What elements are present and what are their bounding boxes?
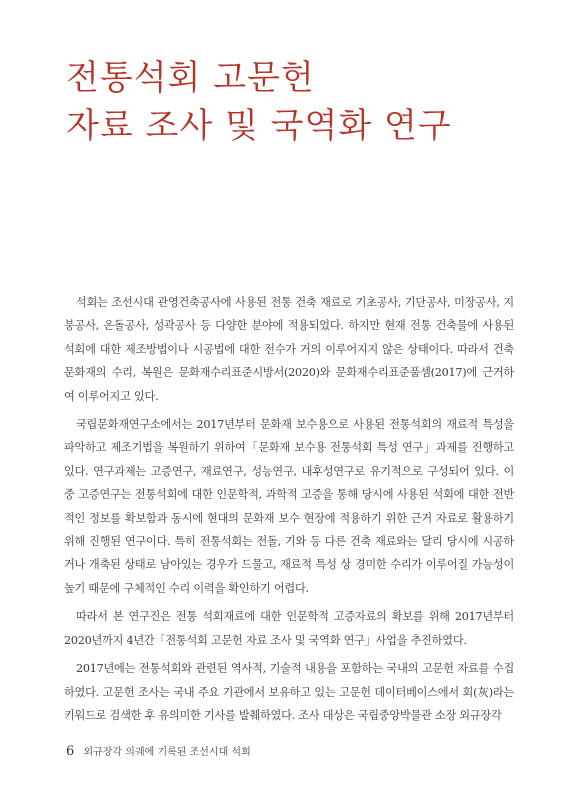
body-text <box>64 291 514 732</box>
paragraph-2: 국립문화재연구소에서는 2017년부터 문화재 보수용으로 사용된 전통석회의 재료적 특성을 파악하고 제조기법을 복원하기 위하여「문화재 보수용 전통석회 특성 연구」과제를 진행하고 있다. 연구과제는 고증연구, 재료연구, 성능연구, 내후성연구로 유기적으로 구성되어 있다. 이 중 고증연구는 전통석회에 대한 인문학적, 과학적 고증을 통해 당시에 사용된 석회에 대한 전반적인 정보를 확보함과 동시에 현대의 문화재 보수 현장에 적용하기 위한 근거 자료로 활용하기 위해 진행된 연구이다. 특히 전통석회는 전돌, 기와 등 다른 건축 재료와는 달리 당시에 시공하거나 개축된 상태로 남아있는 경우가 드물고, 재료적 특성 상 경미한 수리가 이루어질 가능성이 높기 때문에 구체적인 수리 이력을 확인하기 어렵다. <box>64 418 514 595</box>
page-number: 6 <box>66 744 75 759</box>
title-line-1: 전통석회 고문헌 <box>66 58 315 98</box>
page-footer <box>66 743 251 759</box>
running-title: 외규장각 의궤에 기록된 조선시대 석회 <box>83 747 251 758</box>
paragraph-4: 2017년에는 전통석회와 관련된 역사적, 기술적 내용을 포함하는 국내의 고문헌 자료를 수집하였다. 고문헌 조사는 국내 주요 기관에서 보유하고 있는 고문헌 데이터베이스에서 회(灰)라는 키워드로 검색한 후 유의미한 기사를 발췌하였다. 조사 대상은 국립중앙박물관 소장 외규장각 <box>64 662 514 722</box>
page-title <box>66 54 452 150</box>
title-line-2: 자료 조사 및 국역화 연구 <box>66 106 452 146</box>
paragraph-3: 따라서 본 연구진은 전통 석회재료에 대한 인문학적 고증자료의 확보를 위해 2017년부터 2020년까지 4년간「전통석회 고문헌 자료 조사 및 국역화 연구」사업을 추진하였다. <box>64 610 514 647</box>
paragraph-1: 석회는 조선시대 관영건축공사에 사용된 전통 건축 재료로 기초공사, 기단공사, 미장공사, 지붕공사, 온돌공사, 성곽공사 등 다양한 분야에 적용되었다. 하지만 현재 전통 건축물에 사용된 석회에 대한 제조방법이나 시공법에 대한 전수가 거의 이루어지지 않은 상태이다. 따라서 건축 문화재의 수리, 복원은 문화재수리표준시방서(2020)와 문화재수리표준품셈(2017)에 근거하여 이루어지고 있다. <box>64 296 514 403</box>
